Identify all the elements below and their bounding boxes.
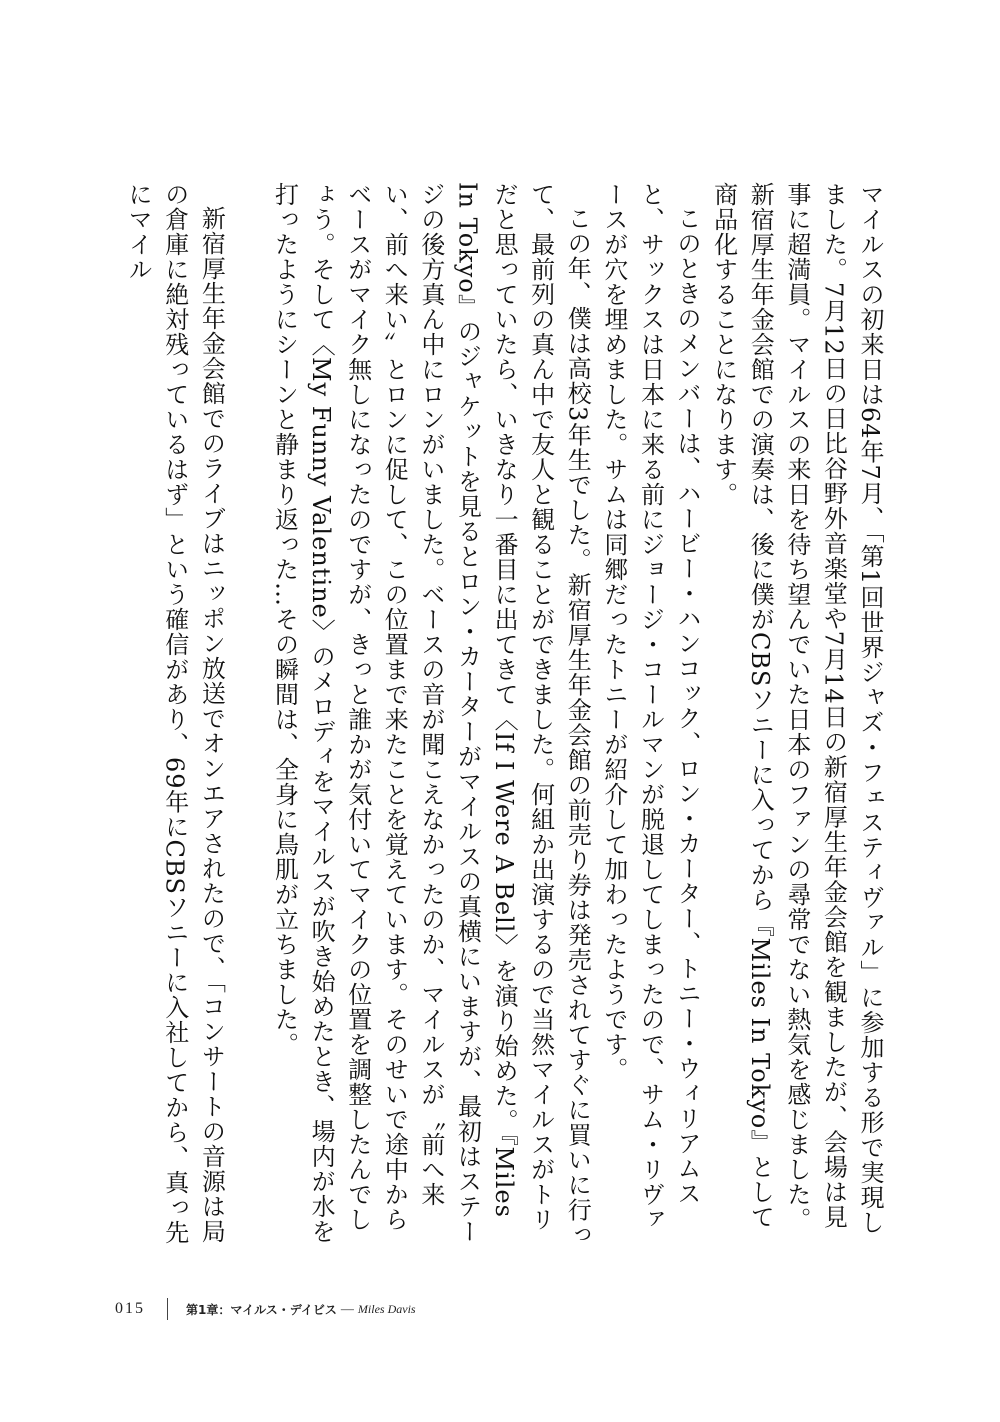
chapter-subtitle: Miles Davis [357, 1301, 416, 1316]
footer-dash: — [340, 1301, 354, 1316]
paragraph-debut: マイルスの初来日は64年7月、「第1回世界ジャズ・フェスティヴァル」に参加する形で実現しました。7月12日の日比谷野外音楽堂や7月14日の新宿厚生年金会館を観ましたが、会場は見事に超満員。マイルスの来日を待ち望んでいた日本のファンの尋常でない熱気を感じました。新宿厚生年金会館での演奏は、後に僕がCBSソニーに入ってから『Miles In Tokyo』として商品化することになります。 [709, 182, 884, 1236]
paragraph-concert: この年、僕は高校3年生でした。新宿厚生年金会館の前売り券は発売されてすぐに買いに行って、最前列の真ん中で友人と観ることができました。何組か出演するので当然マイルスがトリだと思っていたら、いきなり一番目に出てきて〈If I Were A Bell〉を演り始めた。『Miles In Tokyo』のジャケットを見るとロン・カーターがマイルスの真横にいますが、最初はステージの後方真ん中にロンがいました。ベースの音が聞こえなかったのか、マイルスが〝前へ来い、前へ来い〟とロンに促して、この位置まで来たことを覚えています。そのせいで途中からベースがマイク無しになったのですが、きっと誰かが気付いてマイクの位置を調整したんでしょう。そして〈My Funny Valentine〉のメロディをマイルスが吹き始めたとき、場内が水を打ったようにシーンと静まり返った…その瞬間は、全身に鳥肌が立ちました。 [270, 182, 592, 1248]
running-footer [115, 1298, 416, 1320]
paragraph-members: このときのメンバーは、ハービー・ハンコック、ロン・カーター、トニー・ウィリアムスと、サックスは日本に来る前にジョージ・コールマンが脱退してしまったので、サム・リヴァースが穴を埋めました。サムは同郷だったトニーが紹介して加わったようです。 [599, 182, 702, 1232]
footer-divider [167, 1298, 168, 1320]
paragraph-broadcast: 新宿厚生年金会館でのライブはニッポン放送でオンエアされたので、「コンサートの音源は局の倉庫に絶対残っているはず」という確信があり、69年にCBSソニーに入社してから、真っ先にマイル [124, 182, 226, 1245]
page-number: 015 [115, 1300, 145, 1317]
chapter-label: 第1章：マイルス・デイビス [186, 1302, 337, 1317]
vertical-body-text [68, 182, 888, 1252]
